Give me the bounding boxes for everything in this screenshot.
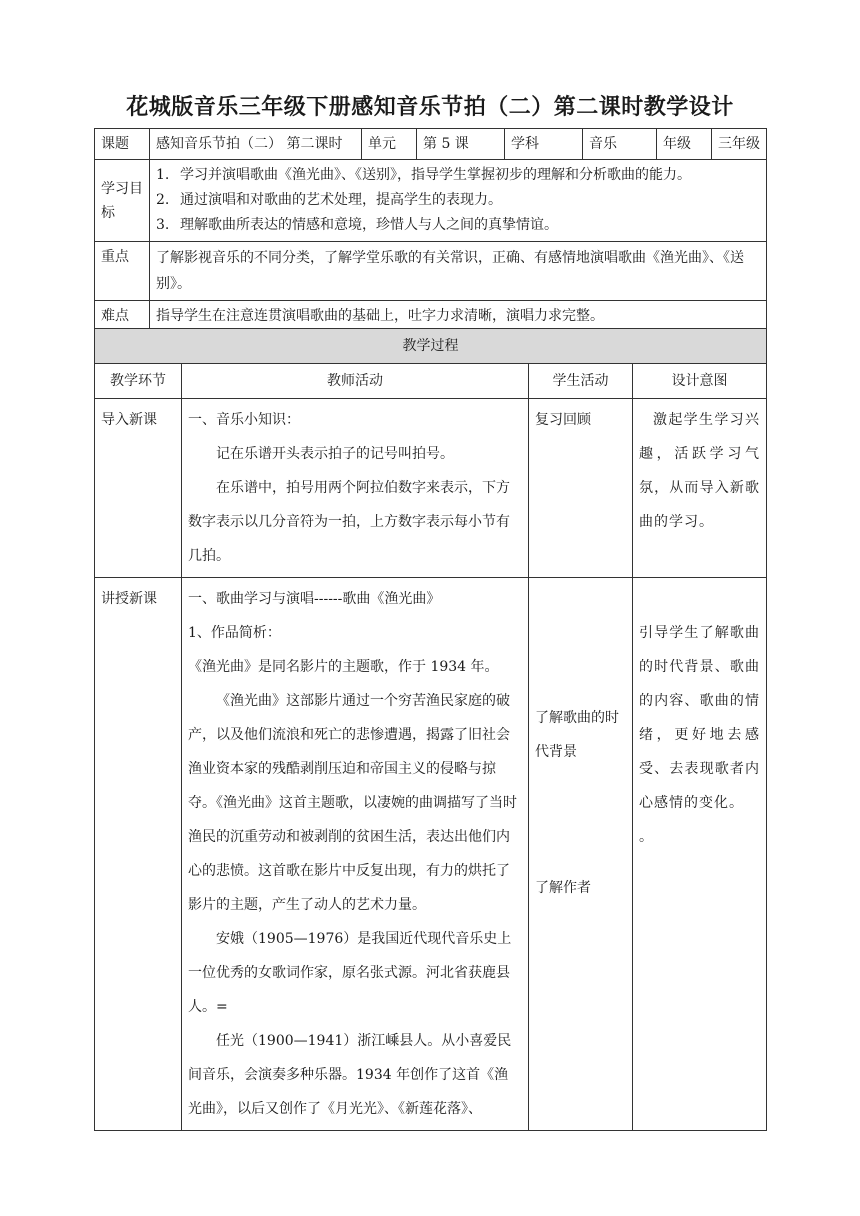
process-table	[94, 328, 767, 1131]
key-text: 了解影视音乐的不同分类，了解学堂乐歌的有关常识，正确、有感情地演唱歌曲《渔光曲》、《送别》。	[150, 242, 767, 301]
unit-value: 第 5 课	[417, 129, 505, 160]
goal-number: 2.	[156, 192, 170, 208]
difficulty-text: 指导学生在注意连贯演唱歌曲的基础上，吐字力求清晰，演唱力求完整。	[150, 301, 767, 332]
key-label: 重点	[95, 242, 150, 301]
goal-number: 1.	[156, 167, 170, 183]
grade-label: 年级	[657, 129, 712, 160]
lesson-row	[95, 578, 767, 1131]
process-heading: 教学过程	[95, 329, 767, 364]
teacher-paragraph: 安娥（1905—1976）是我国近代现代音乐史上一位优秀的女歌词作家，原名张式源。河北省获鹿县人。=	[188, 931, 512, 1015]
teacher-paragraph: 1、作品简析：	[188, 625, 281, 641]
intro-design-intent: 激起学生学习兴趣，活跃学习气氛，从而导入新歌曲的学习。	[633, 399, 767, 578]
goal-number: 3.	[156, 217, 170, 233]
col-teacher-header: 教师活动	[182, 364, 529, 399]
goals-list	[150, 160, 767, 242]
subject-label: 学科	[505, 129, 583, 160]
goal-text: 学习并演唱歌曲《渔光曲》、《送别》，指导学生掌握初步的理解和分析歌曲的能力。	[180, 167, 691, 183]
goal-text: 理解歌曲所表达的情感和意境，珍惜人与人之间的真挚情谊。	[180, 217, 558, 233]
lesson-teacher-activity	[182, 578, 529, 1131]
teacher-paragraph: 一、音乐小知识：	[188, 412, 300, 428]
goal-item	[156, 213, 760, 238]
goal-item	[156, 188, 760, 213]
intro-student-activity: 复习回顾	[529, 399, 633, 578]
topic-label: 课题	[95, 129, 150, 160]
student-activity-author: 了解作者	[535, 880, 591, 896]
goal-text: 通过演唱和对歌曲的艺术处理，提高学生的表现力。	[180, 192, 502, 208]
goals-row	[95, 160, 767, 242]
teacher-paragraph: 《渔光曲》这部影片通过一个穷苦渔民家庭的破产，以及他们流浪和死亡的悲惨遭遇，揭露了旧社会渔业资本家的残酷剥削压迫和帝国主义的侵略与掠夺。《渔光曲》这首主题歌，以凄婉的曲调描写了当时渔民的沉重劳动和被剥削的贫困生活，表达出他们内心的悲愤。这首歌在影片中反复出现，有力的烘托了影片的主题，产生了动人的艺术力量。	[188, 693, 517, 913]
lesson-student-activity	[529, 578, 633, 1131]
info-table	[94, 128, 767, 332]
teacher-paragraph: 一、歌曲学习与演唱------歌曲《渔光曲》	[188, 591, 441, 607]
intro-teacher-activity	[182, 399, 529, 578]
col-student-header: 学生活动	[529, 364, 633, 399]
student-activity-background: 了解歌曲的时代背景	[535, 710, 619, 760]
design-intent-tail: 。	[639, 829, 653, 845]
difficulty-label: 难点	[95, 301, 150, 332]
topic-row	[95, 129, 767, 160]
col-intent-header: 设计意图	[633, 364, 767, 399]
lesson-design-intent	[633, 578, 767, 1131]
topic-value: 感知音乐节拍（二） 第二课时	[150, 129, 362, 160]
difficulty-row	[95, 301, 767, 332]
process-heading-row	[95, 329, 767, 364]
grade-value: 三年级	[712, 129, 767, 160]
goals-label: 学习目标	[95, 160, 150, 242]
column-header-row	[95, 364, 767, 399]
lesson-stage: 讲授新课	[95, 578, 182, 1131]
page-title: 花城版音乐三年级下册感知音乐节拍（二）第二课时教学设计	[126, 95, 734, 120]
intro-stage: 导入新课	[95, 399, 182, 578]
teacher-paragraph: 记在乐谱开头表示拍子的记号叫拍号。	[216, 446, 454, 462]
teacher-paragraph: 在乐谱中，拍号用两个阿拉伯数字来表示，下方数字表示以几分音符为一拍，上方数字表示每小节有几拍。	[188, 480, 510, 564]
subject-value: 音乐	[583, 129, 657, 160]
intro-row	[95, 399, 767, 578]
key-row	[95, 242, 767, 301]
col-stage-header: 教学环节	[95, 364, 182, 399]
teacher-paragraph: 任光（1900—1941）浙江嵊县人。从小喜爱民间音乐，会演奏多种乐器。1934 年创作了这首《渔光曲》，以后又创作了《月光光》、《新莲花落》、	[188, 1033, 512, 1117]
unit-label: 单元	[362, 129, 417, 160]
design-intent-text: 引导学生了解歌曲的时代背景、歌曲的内容、歌曲的情绪，更好地去感受、去表现歌者内心感情的变化。	[639, 625, 760, 811]
teacher-paragraph: 《渔光曲》是同名影片的主题歌，作于 1934 年。	[188, 659, 499, 675]
goal-item	[156, 163, 760, 188]
